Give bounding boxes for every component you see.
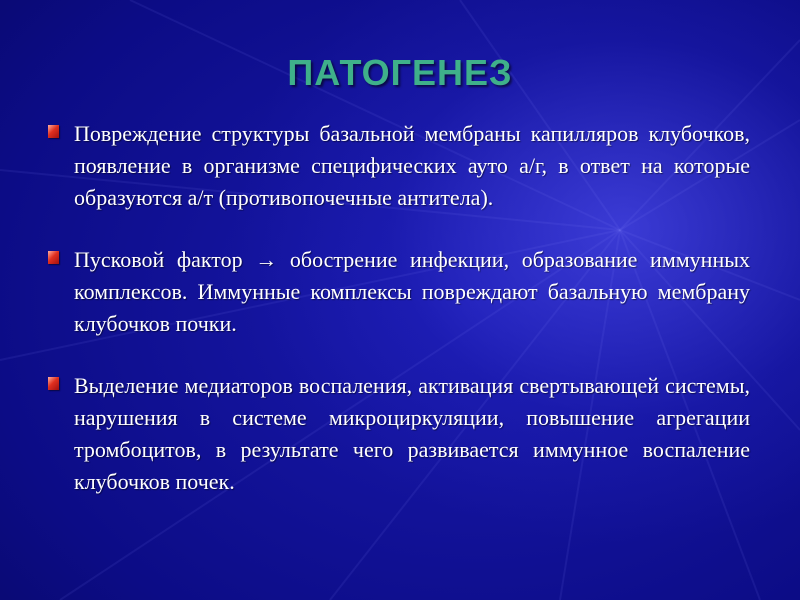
bullet-item	[46, 118, 750, 214]
red-square-bullet-icon	[48, 377, 59, 390]
bullet-text: Выделение медиаторов воспаления, активация свертывающей системы, нарушения в системе микроциркуляции, повышение агрегации тромбоцитов, в результате чего развивается иммунное воспаление клубочков почек.	[74, 373, 750, 494]
bullet-text: Повреждение структуры базальной мембраны капилляров клубочков, появление в организме специфических ауто а/г, в ответ на которые образуются а/т (противопочечные антитела).	[74, 121, 750, 210]
bullet-text: Пусковой фактор → обострение инфекции, образование иммунных комплексов. Иммунные комплексы повреждают базальную мембрану клубочков почки.	[74, 247, 750, 336]
bullet-item	[46, 244, 750, 340]
slide-title: ПАТОГЕНЕЗ	[287, 52, 513, 93]
bullet-item	[46, 370, 750, 498]
bullet-list	[46, 118, 750, 528]
red-square-bullet-icon	[48, 251, 59, 264]
red-square-bullet-icon	[48, 125, 59, 138]
